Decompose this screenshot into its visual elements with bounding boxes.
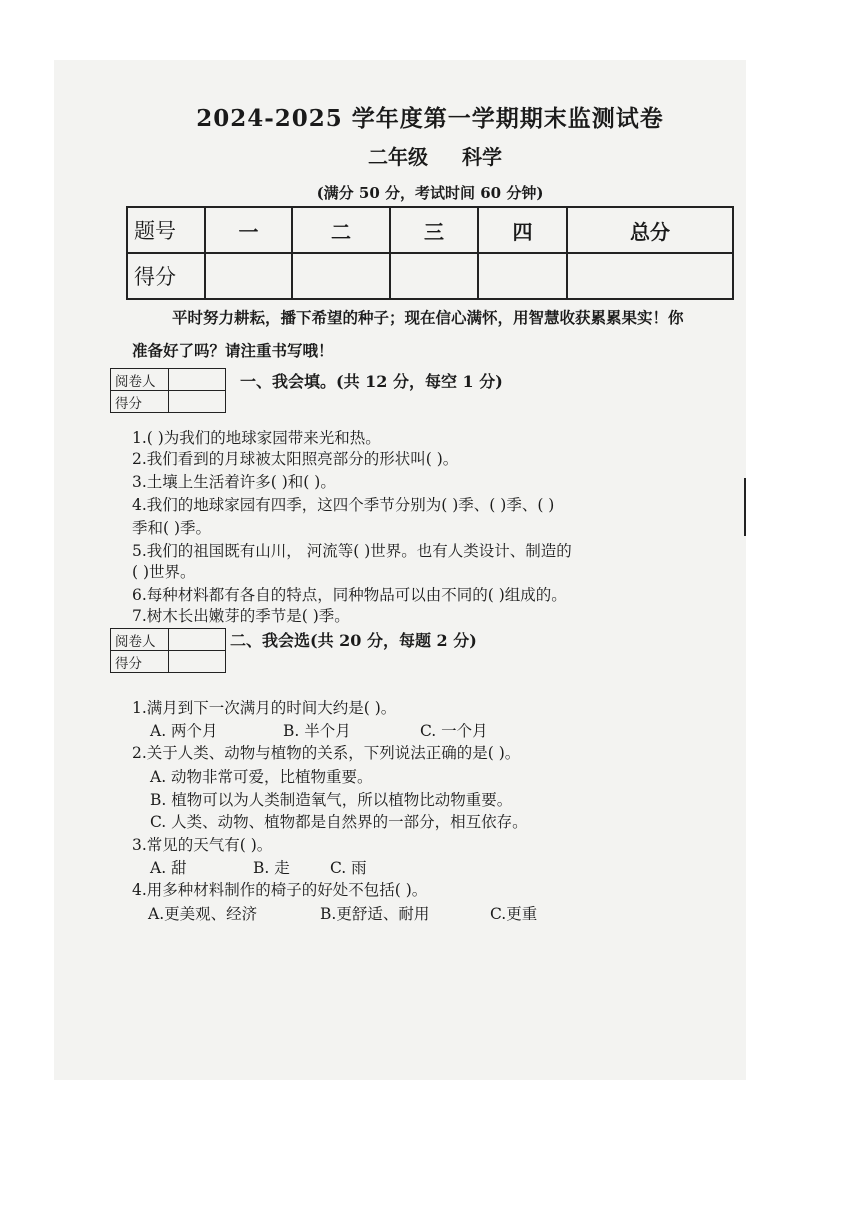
score-header-2: 二 — [292, 207, 390, 253]
score-cell-1[interactable] — [205, 253, 292, 299]
score-table-header-row — [127, 207, 733, 253]
score-header-4: 四 — [478, 207, 567, 253]
choice-question-2: 2.关于人类、动物与植物的关系，下列说法正确的是( )。 — [132, 744, 521, 762]
grader-reviewer-label: 阅卷人 — [111, 629, 169, 651]
fill-question-7: 7.树木长出嫩芽的季节是( )季。 — [132, 607, 350, 625]
section1-title: 一、我会填。(共 12 分，每空 1 分) — [240, 372, 503, 391]
q3-option-a[interactable]: A. 甜 — [150, 859, 187, 877]
score-cell-4[interactable] — [478, 253, 567, 299]
score-row-label: 得分 — [127, 253, 205, 299]
fill-question-5-cont: ( )世界。 — [132, 563, 196, 581]
exam-note: (满分 50 分，考试时间 60 分钟) — [316, 184, 544, 202]
fill-question-4-cont: 季和( )季。 — [132, 519, 212, 537]
q4-option-c[interactable]: C.更重 — [490, 905, 538, 923]
intro-line-2: 准备好了吗？请注重书写哦！ — [132, 341, 334, 360]
fill-question-2: 2.我们看到的月球被太阳照亮部分的形状叫( )。 — [132, 450, 459, 468]
q1-option-a[interactable]: A. 两个月 — [150, 722, 218, 740]
q1-option-b[interactable]: B. 半个月 — [283, 722, 351, 740]
grader-score-label: 得分 — [111, 391, 169, 413]
section2-title: 二、我会选(共 20 分，每题 2 分) — [230, 631, 477, 650]
score-header-1: 一 — [205, 207, 292, 253]
grade-label: 二年级 — [368, 145, 428, 169]
choice-question-3: 3.常见的天气有( )。 — [132, 836, 273, 854]
score-header-label: 题号 — [127, 207, 205, 253]
fill-question-6: 6.每种材料都有各自的特点，同种物品可以由不同的( )组成的。 — [132, 586, 567, 604]
fill-question-5: 5.我们的祖国既有山川， 河流等( )世界。也有人类设计、制造的 — [132, 542, 572, 560]
q2-option-a[interactable]: A. 动物非常可爱，比植物重要。 — [150, 768, 373, 786]
fill-question-3: 3.土壤上生活着许多( )和( )。 — [132, 473, 336, 491]
choice-question-1: 1.满月到下一次满月的时间大约是( )。 — [132, 699, 397, 717]
fill-question-1: 1.( )为我们的地球家园带来光和热。 — [132, 429, 381, 447]
score-table-score-row — [127, 253, 733, 299]
q4-option-a[interactable]: A.更美观、经济 — [148, 905, 258, 923]
margin-mark — [744, 478, 746, 536]
grader-box-section1 — [110, 368, 226, 413]
score-table — [126, 206, 734, 300]
fill-question-4: 4.我们的地球家园有四季，这四个季节分别为( )季、( )季、( ) — [132, 496, 555, 514]
subject-label: 科学 — [462, 145, 502, 169]
score-cell-total[interactable] — [567, 253, 733, 299]
score-header-total: 总分 — [567, 207, 733, 253]
q3-option-b[interactable]: B. 走 — [253, 859, 290, 877]
score-cell-3[interactable] — [390, 253, 478, 299]
score-header-3: 三 — [390, 207, 478, 253]
q1-option-c[interactable]: C. 一个月 — [420, 722, 488, 740]
score-cell-2[interactable] — [292, 253, 390, 299]
grader-score-field[interactable] — [169, 391, 226, 413]
choice-question-4: 4.用多种材料制作的椅子的好处不包括( )。 — [132, 881, 428, 899]
q2-option-b[interactable]: B. 植物可以为人类制造氧气，所以植物比动物重要。 — [150, 791, 513, 809]
q3-option-c[interactable]: C. 雨 — [330, 859, 367, 877]
q4-option-b[interactable]: B.更舒适、耐用 — [320, 905, 430, 923]
grader-reviewer-field[interactable] — [169, 369, 226, 391]
grader-reviewer-field[interactable] — [169, 629, 226, 651]
grader-box-section2 — [110, 628, 226, 673]
exam-title: 2024-2025 学年度第一学期期末监测试卷 — [196, 105, 664, 132]
grader-score-label: 得分 — [111, 651, 169, 673]
intro-line-1: 平时努力耕耘，播下希望的种子；现在信心满怀，用智慧收获累累果实！你 — [172, 308, 684, 327]
grader-reviewer-label: 阅卷人 — [111, 369, 169, 391]
grader-score-field[interactable] — [169, 651, 226, 673]
q2-option-c[interactable]: C. 人类、动物、植物都是自然界的一部分，相互依存。 — [150, 813, 528, 831]
